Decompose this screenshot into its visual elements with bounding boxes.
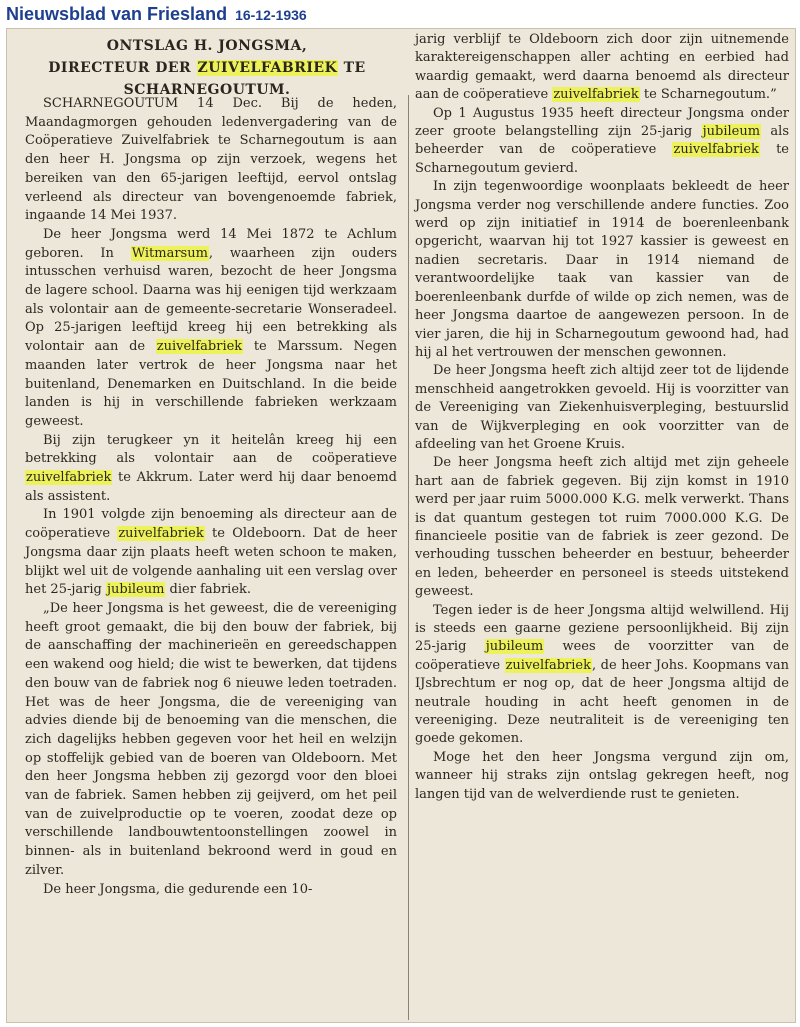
search-highlight: jubileum — [485, 639, 544, 655]
article-paragraph: Moge het den heer Jongsma vergund zijn om, wanneer hij straks zijn ontslag gekregen heeft, nog langen tijd van de welverdiende rust te genieten. — [415, 749, 789, 802]
headline-line: ONTSLAG H. JONGSMA, — [106, 38, 308, 54]
search-highlight: ZUIVELFABRIEK — [197, 60, 338, 76]
article-paragraph: In 1901 volgde zijn benoeming als directeur aan de coöperatieve zuivelfabriek te Oldeboorn. Dat de heer Jongsma daar zijn plaats heeft weten schoon te maken, blijkt wel uit de volgende aanhaling uit een verslag over het 25-jarig jubileum dier fabriek. — [25, 507, 397, 598]
headline-line: SCHARNEGOUTUM. — [123, 82, 291, 98]
article-paragraph: SCHARNEGOUTUM 14 Dec. Bij de heden, Maandagmorgen gehouden ledenvergadering van de Coöperatieve Zuivelfabriek te Scharnegoutum is aan den heer H. Jongsma op zijn verzoek, wegens het bereiken van den 65-jarigen leeftijd, eervol ontslag verleend als directeur van bovengenoemde fabriek, ingaande 14 Mei 1937. — [25, 96, 397, 224]
search-highlight: jubileum — [106, 582, 165, 598]
article-column-right — [415, 31, 789, 804]
search-highlight: zuivelfabriek — [156, 339, 243, 355]
article-paragraph: Op 1 Augustus 1935 heeft directeur Jongsma onder zeer groote belangstelling zijn 25-jarig jubileum als beheerder van de coöperatieve zuivelfabriek te Scharnegoutum gevierd. — [415, 105, 789, 176]
article-paragraph: De heer Jongsma heeft zich altijd met zijn geheele hart aan de fabriek gegeven. Bij zijn komst in 1910 werd per jaar ruim 5000.000 K.G. melk verwerkt. Thans is dat quantum gestegen tot ruim 7000.000 K.G. De financieele positie van de fabriek is zeer gezond. De verhouding tusschen beheerder en bestuur, beheerder en leden, beheerder en personeel is steeds uitstekend geweest. — [415, 455, 789, 600]
headline-line: DIRECTEUR DER ZUIVELFABRIEK TE — [48, 60, 366, 76]
article-paragraph: In zijn tegenwoordige woonplaats bekleedt de heer Jongsma verder nog verschillende andere functies. Zoo werd op zijn initiatief in 1914 de boerenleenbank opgericht, waarvan hij tot 1927 kassier is geweest en nadien secretaris. Daar in 1914 niemand de verantwoordelijke taak van kassier van de boerenleenbank durfde of wilde op zich nemen, was de heer Jongsma daartoe de aangewezen persoon. In de vier jaren, die hij in Scharnegoutum gewoond had, had hij al het vertrouwen der menschen gewonnen. — [415, 179, 789, 360]
article-paragraph: De heer Jongsma werd 14 Mei 1872 te Achlum geboren. In Witmarsum, waarheen zijn ouders intusschen verhuisd waren, bezocht de heer Jongsma de lagere school. Daarna was hij eenigen tijd werkzaam als volontair aan de gemeente-secretarie Wonseradeel. Op 25-jarigen leeftijd kreeg hij een betrekking als volontair aan de zuivelfabriek te Marssum. Negen maanden later vertrok de heer Jongsma naar het buitenland, Denemarken en Duitschland. In die beide landen is hij in verschillende fabrieken werkzaam geweest. — [25, 226, 397, 429]
newspaper-title: Nieuwsblad van Friesland — [6, 4, 228, 24]
search-highlight: Witmarsum — [131, 245, 208, 261]
article-paragraph: De heer Jongsma, die gedurende een 10- — [43, 881, 313, 897]
search-highlight: jubileum — [702, 124, 761, 140]
search-highlight: zuivelfabriek — [118, 526, 204, 542]
search-highlight: zuivelfabriek — [26, 470, 112, 486]
article-paragraph: Tegen ieder is de heer Jongsma altijd welwillend. Hij is steeds een gaarne geziene persoonlijkheid. Bij zijn 25-jarig jubileum wees de voorzitter van de coöperatieve zuivelfabriek, de heer Johs. Koopmans van IJsbrechtum er nog op, dat de heer Jongsma altijd de neutrale houding in acht heeft genomen in de vereeniging. Deze neutraliteit is de vereeniging ten goede gekomen. — [415, 602, 790, 747]
article-paragraph: „De heer Jongsma is het geweest, die de vereeniging heeft groot gemaakt, die bij den bouw der fabriek, bij de aanschaffing der machinerieën en gereedschappen een wakend oog hield; die wist te bewerken, dat tijdens den bouw van de fabriek nog 6 nieuwe leden toetraden. Het was de heer Jongsma, die de vereeniging van advies diende bij de benoeming van die menschen, die zich dagelijks hebben gegeven voor het heil en welzijn op stoffelijk gebied van de boeren van Oldeboorn. Met den heer Jongsma hebben zij gezorgd voor den bloei van de fabriek. Samen hebben zij geijverd, om het peil van de zuivelproductie op te voeren, zoodat deze op verschillende landbouwtentoonstellingen zoowel in binnen- als in buitenland bekroond werd in goud en zilver. — [25, 600, 397, 878]
publication-date: 16-12-1936 — [235, 7, 307, 23]
masthead — [0, 0, 800, 30]
article-column-left — [25, 95, 397, 899]
newspaper-clipping — [6, 28, 796, 1023]
search-highlight: zuivelfabriek — [553, 87, 639, 103]
search-highlight: zuivelfabriek — [505, 657, 591, 673]
article-paragraph: De heer Jongsma heeft zich altijd zeer tot de lijdende menschheid aangetrokken gevoeld. Hij is voorzitter van de Vereeniging van Ziekenhuisverpleging, bestuurslid van de Wijkverpleging en ook voorzitter van de afdeeling van het Groene Kruis. — [415, 363, 789, 452]
column-divider — [408, 95, 409, 1020]
article-headline — [7, 35, 407, 101]
search-highlight: zuivelfabriek — [673, 142, 759, 158]
article-paragraph: Bij zijn terugkeer yn it heitelân kreeg hij een betrekking als volontair aan de coöperatieve zuivelfabriek te Akkrum. Later werd hij daar benoemd als assistent. — [25, 432, 397, 504]
article-paragraph: jarig verblijf te Oldeboorn zich door zijn uitnemende karaktereigenschappen aller achting en eerbied had waardig gemaakt, werd daarna benoemd als directeur aan de coöperatieve zuivelfabriek te Scharnegoutum.” — [415, 32, 789, 103]
